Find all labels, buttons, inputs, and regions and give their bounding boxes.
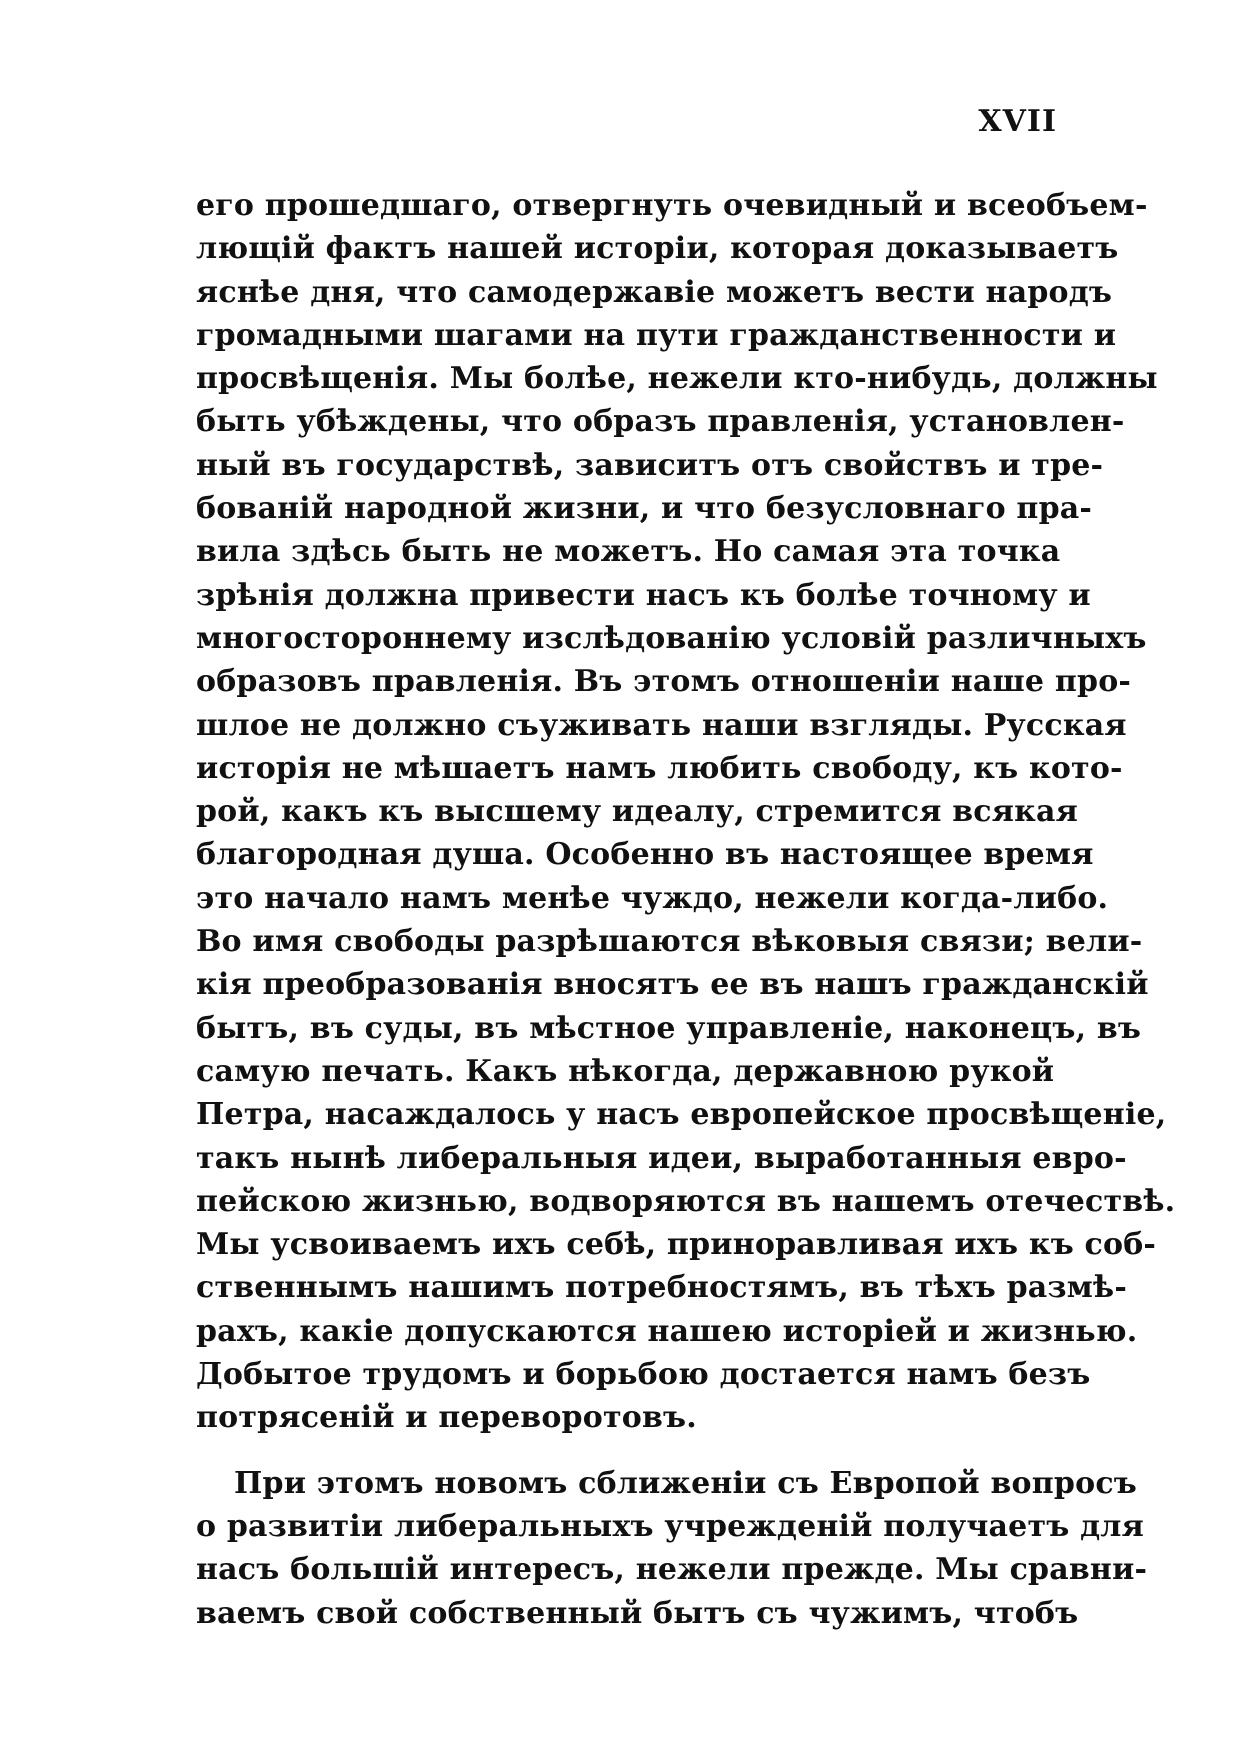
- text-line: такъ нынѣ либеральныя идеи, выработанныя евро-: [196, 1140, 1127, 1176]
- text-line: быть убѣждены, что образъ правленія, установлен-: [196, 404, 1125, 440]
- text-line: шлое не должно съуживать наши взгляды. Русская: [196, 707, 1127, 743]
- text-line: ваемъ свой собственный бытъ съ чужимъ, чтобъ: [196, 1595, 1079, 1631]
- text-line: вила здѣсь быть не можетъ. Но самая эта точка: [196, 534, 1061, 570]
- text-line: яснѣе дня, что самодержавіе можетъ вести народъ: [196, 274, 1113, 310]
- text-line: кія преобразованія вносятъ ее въ нашъ гражданскій: [196, 967, 1149, 1003]
- text-line: это начало намъ менѣе чуждо, нежели когда-либо.: [196, 880, 1109, 916]
- text-line: многостороннему изслѣдованію условій различныхъ: [196, 620, 1147, 656]
- paragraph-gap: [196, 1440, 1051, 1462]
- text-line: потрясеній и переворотовъ.: [196, 1400, 697, 1436]
- text-line: ный въ государствѣ, зависитъ отъ свойствъ и тре-: [196, 447, 1104, 483]
- text-line: насъ большій интересъ, нежели прежде. Мы сравни-: [196, 1552, 1148, 1588]
- paragraph-2: [196, 1462, 1148, 1635]
- text-line: При этомъ новомъ сближеніи съ Европой вопросъ: [234, 1465, 1137, 1501]
- text-line: о развитіи либеральныхъ учрежденій получаетъ для: [196, 1508, 1145, 1544]
- text-line: зрѣнія должна привести насъ къ болѣе точному и: [196, 577, 1091, 613]
- text-line: Добытое трудомъ и борьбою достается намъ безъ: [196, 1357, 1091, 1393]
- text-line: ственнымъ нашимъ потребностямъ, въ тѣхъ размѣ-: [196, 1270, 1127, 1306]
- text-line: исторія не мѣшаетъ намъ любить свободу, къ кото-: [196, 750, 1123, 786]
- text-line: пейскою жизнью, водворяются въ нашемъ отечествѣ.: [196, 1183, 1176, 1219]
- page-number: XVII: [978, 104, 1057, 139]
- text-line: просвѣщенія. Мы болѣе, нежели кто-нибудь, должны: [196, 361, 1158, 397]
- text-line: громадными шагами на пути гражданственности и: [196, 317, 1117, 353]
- text-line: Петра, насаждалось у насъ европейское просвѣщеніе,: [196, 1097, 1167, 1133]
- text-line: образовъ правленія. Въ этомъ отношеніи наше про-: [196, 664, 1132, 700]
- text-line: бованій народной жизни, и что безусловнаго пра-: [196, 491, 1093, 527]
- page-body: [196, 184, 1176, 1635]
- paragraph-1: [196, 184, 1176, 1440]
- text-line: благородная душа. Особенно въ настоящее время: [196, 837, 1094, 873]
- text-line: его прошедшаго, отвергнуть очевидный и всеобъем-: [196, 188, 1148, 223]
- text-line: рой, какъ къ высшему идеалу, стремится всякая: [196, 794, 1078, 830]
- text-line: Во имя свободы разрѣшаются вѣковыя связи; вели-: [196, 924, 1143, 960]
- text-line: лющій фактъ нашей исторіи, которая доказываетъ: [196, 231, 1119, 267]
- text-line: самую печать. Какъ нѣкогда, державною рукой: [196, 1053, 1055, 1089]
- text-line: рахъ, какіе допускаются нашею исторіей и жизнью.: [196, 1313, 1138, 1349]
- text-line: Мы усвоиваемъ ихъ себѣ, приноравливая ихъ къ соб-: [196, 1227, 1157, 1263]
- text-line: бытъ, въ суды, въ мѣстное управленіе, наконецъ, въ: [196, 1010, 1142, 1046]
